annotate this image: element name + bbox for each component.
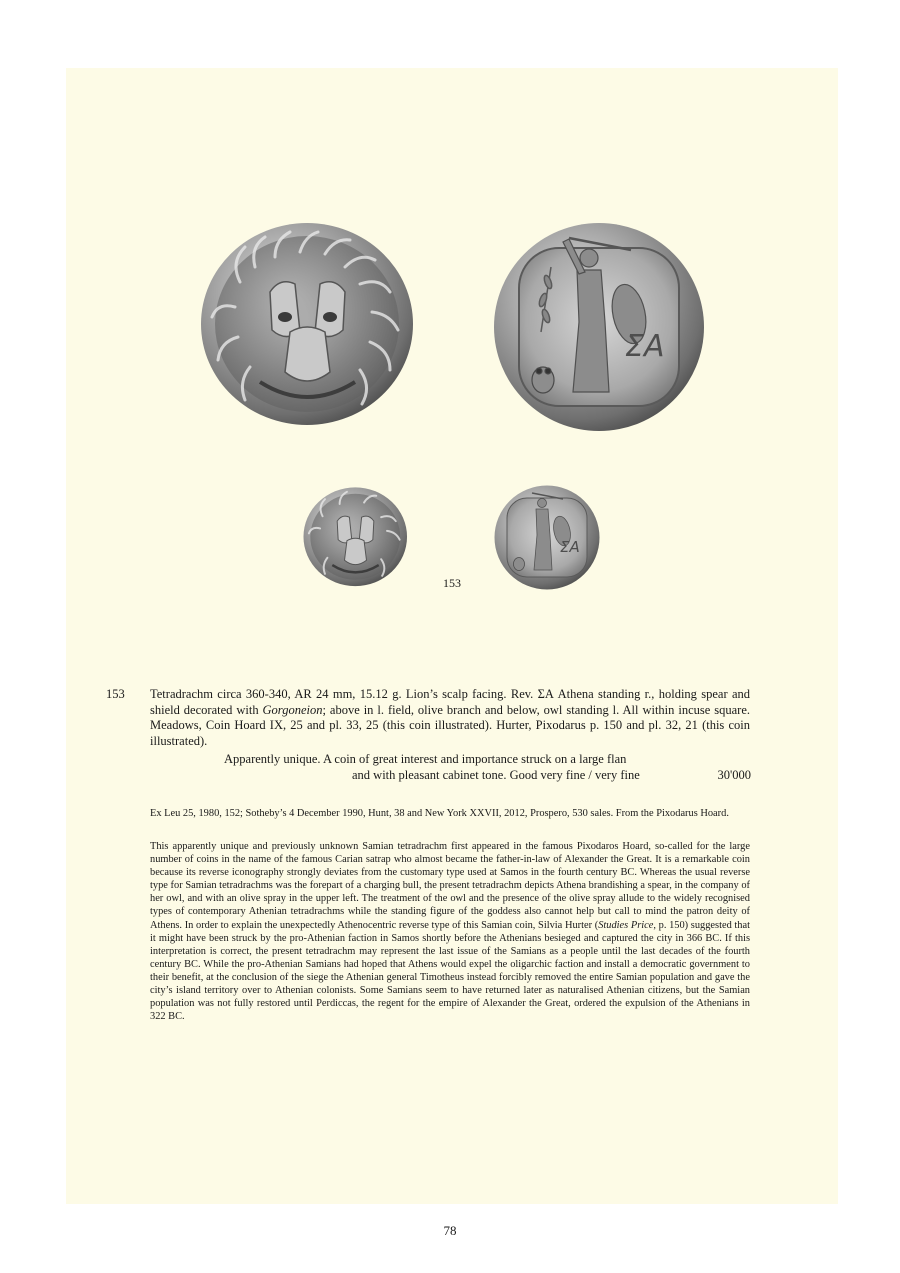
lot-description-italic: Gorgoneion [262, 702, 323, 717]
lot-description-part1: Tetradrachm circa 360-340, AR 24 mm, 15.12 g. Lion’s scalp facing. Rev. ΣΑ Athena standing r., holding spear and shield decorated with [150, 687, 750, 717]
lot-number: 153 [106, 687, 125, 701]
lot-estimate: 30'000 [717, 768, 751, 782]
lot-summary-line2: and with pleasant cabinet tone. Good very fine / very fine [352, 768, 640, 782]
lot-summary-line1: Apparently unique. A coin of great interest and importance struck on a large flan [224, 752, 627, 766]
coin-obverse-actual-size-image [303, 486, 408, 588]
plate-number: 153 [443, 576, 461, 590]
commentary-part2: , p. 150) suggested that it might have been struck by the pro-Athenian faction in Samos shortly before the Athenians besieged and captured the city in 366 BC. If this interpretation is correct, the present tetradrachm may represent the last issue of the Samians as a people until the last decades of the fourth century BC. While the pro-Athenian Samians had hoped that Athens would expel the oligarchic faction and install a democratic government to their benefit, at the conclusion of the siege the Athenian general Timotheus instead forcibly removed the entire Samian population and gave the city’s island territory over to Athenian colonists. Some Samians seem to have returned later as naturalised Athenian citizens, but the Samian population was not fully restored until Perdiccas, the regent for the empire of Alexander the Great, ordered the expulsion of the Athenians in 322 BC. [150, 919, 750, 1023]
commentary [150, 840, 750, 1023]
lot-description-part2: ; above in l. field, olive branch and below, owl standing l. All within incuse square. Meadows, Coin Hoard IX, 25 and pl. 33, 25 (this coin illustrated). Hurter, Pixodarus p. 150 and pl. 32, 21 (this coin illustrated). [150, 702, 750, 748]
page-number: 78 [443, 1223, 457, 1238]
commentary-italic: Studies Price [598, 919, 654, 931]
coin-reverse-actual-size-image [494, 485, 600, 590]
lot-description [150, 687, 750, 749]
svg-text:ΣΑ: ΣΑ [560, 538, 580, 556]
provenance-note: Ex Leu 25, 1980, 152; Sotheby’s 4 December 1990, Hunt, 38 and New York XXVII, 2012, Prospero, 530 sales. From the Pixodarus Hoard. [150, 808, 729, 819]
commentary-part1: This apparently unique and previously unknown Samian tetradrachm first appeared in the famous Pixodaros Hoard, so-called for the large number of coins in the name of the famous Carian satrap who almost became the father-in-law of Alexander the Great. It is a remarkable coin because its reverse iconography strongly deviates from the customary type used at Samos in the fourth century BC. Whereas the usual reverse type for Samian tetradrachms was the forepart of a charging bull, the present tetradrachm depicts Athena brandishing a spear, in the company of her owl, and with an olive spray in the upper left. The treatment of the owl and the presence of the olive spray allude to the widely recognised types of contemporary Athenian tetradrachms while the standing figure of the goddess also cannot help but call to mind the patron deity of Athens. In order to explain the unexpectedly Athenocentric reverse type of this Samian coin, Silvia Hurter ( [150, 841, 750, 931]
catalogue-panel [66, 68, 838, 1204]
inscription-sigma-alpha: ΣΑ [625, 329, 665, 364]
coin-obverse-large-image [200, 222, 415, 427]
coin-reverse-large-image [493, 222, 705, 432]
